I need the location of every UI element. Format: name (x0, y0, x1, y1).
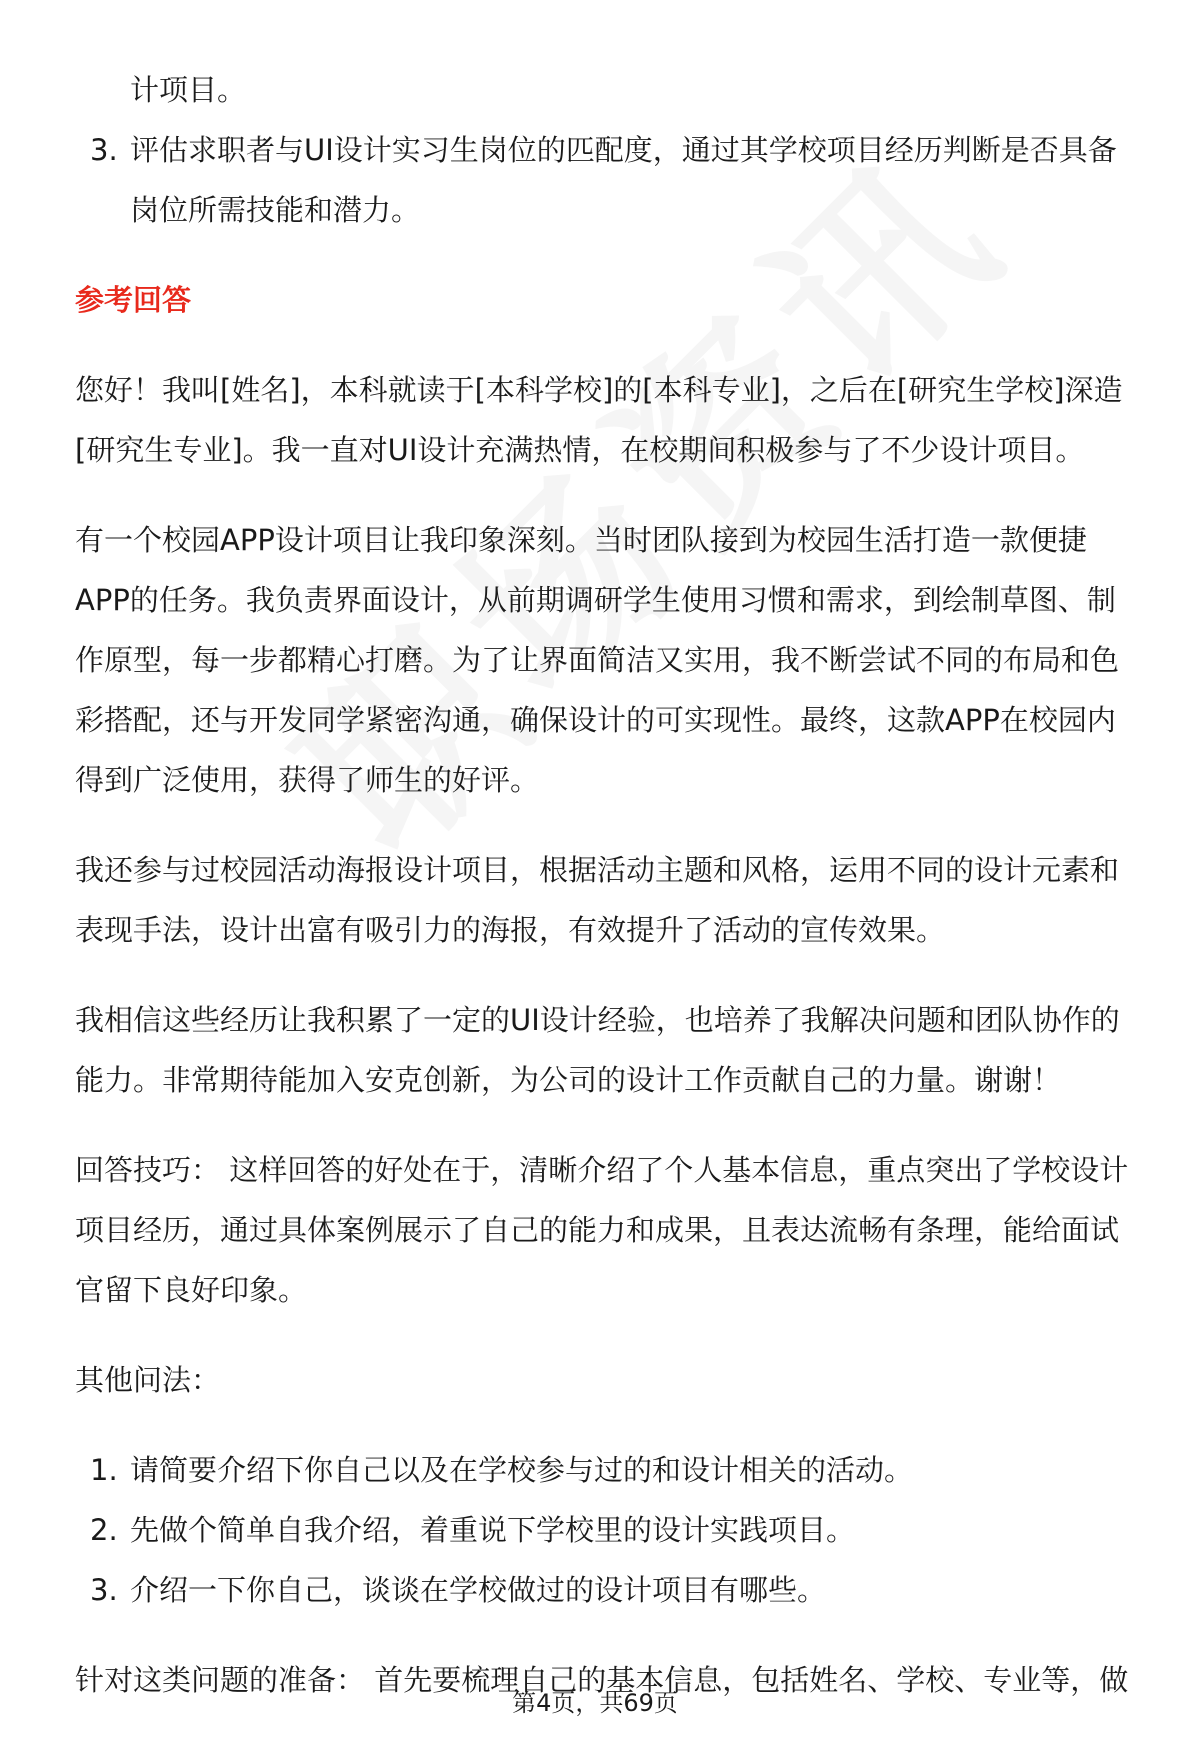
paragraph-line: 回答技巧： 这样回答的好处在于，清晰介绍了个人基本信息，重点突出了学校设计 (75, 1153, 1129, 1187)
document-body (75, 60, 1165, 1710)
list-item-text: 岗位所需技能和潜力。 (130, 193, 421, 227)
list-number: 3. (90, 1573, 118, 1607)
list-item-text: 先做个简单自我介绍，着重说下学校里的设计实践项目。 (130, 1513, 856, 1547)
preparation-paragraph: 针对这类问题的准备： 首先要梳理自己的基本信息，包括姓名、学校、专业等，做 (75, 1663, 1129, 1697)
paragraph-poster (75, 840, 1165, 960)
list-item (75, 1440, 1165, 1500)
paragraph-line: 官留下良好印象。 (75, 1273, 308, 1307)
list-item-2-continuation: 计项目。 (130, 73, 247, 107)
paragraph-line: 得到广泛使用，获得了师生的好评。 (75, 763, 540, 797)
paragraph-line: APP的任务。我负责界面设计，从前期调研学生使用习惯和需求，到绘制草图、制 (75, 583, 1116, 617)
paragraph-line: 彩搭配，还与开发同学紧密沟通，确保设计的可实现性。最终，这款APP在校园内 (75, 703, 1116, 737)
page-number: 第4页，共69页 (512, 1689, 678, 1717)
paragraph-line: 我还参与过校园活动海报设计项目，根据活动主题和风格，运用不同的设计元素和 (75, 853, 1120, 887)
paragraph-campus-app (75, 510, 1165, 810)
list-number: 3. (90, 133, 118, 167)
paragraph-line: 有一个校园APP设计项目让我印象深刻。当时团队接到为校园生活打造一款便捷 (75, 523, 1087, 557)
list-item-text: 介绍一下你自己，谈谈在学校做过的设计项目有哪些。 (130, 1573, 827, 1607)
paragraph-line: 能力。非常期待能加入安克创新，为公司的设计工作贡献自己的力量。谢谢！ (75, 1063, 1062, 1097)
paragraph-line: [研究生专业]。我一直对UI设计充满热情，在校期间积极参与了不少设计项目。 (75, 433, 1085, 467)
paragraph-line: 项目经历，通过具体案例展示了自己的能力和成果，且表达流畅有条理，能给面试 (75, 1213, 1120, 1247)
reference-answer-heading: 参考回答 (75, 283, 192, 317)
list-number: 1. (90, 1453, 118, 1487)
paragraph-line: 您好！我叫[姓名]，本科就读于[本科学校]的[本科专业]，之后在[研究生学校]深造 (75, 373, 1123, 407)
other-questions-list (75, 1440, 1165, 1620)
other-questions-label: 其他问法： (75, 1363, 221, 1397)
list-number: 2. (90, 1513, 118, 1547)
paragraph-intro (75, 360, 1165, 480)
list-item-text: 请简要介绍下你自己以及在学校参与过的和设计相关的活动。 (130, 1453, 914, 1487)
list-item (75, 1560, 1165, 1620)
list-item-text: 评估求职者与UI设计实习生岗位的匹配度，通过其学校项目经历判断是否具备 (130, 133, 1117, 167)
list-item (75, 1500, 1165, 1560)
list-item-3 (75, 120, 1165, 240)
paragraph-line: 我相信这些经历让我积累了一定的UI设计经验，也培养了我解决问题和团队协作的 (75, 1003, 1120, 1037)
paragraph-line: 表现手法，设计出富有吸引力的海报，有效提升了活动的宣传效果。 (75, 913, 946, 947)
answer-tips (75, 1140, 1165, 1320)
paragraph-closing (75, 990, 1165, 1110)
paragraph-line: 作原型，每一步都精心打磨。为了让界面简洁又实用，我不断尝试不同的布局和色 (75, 643, 1120, 677)
